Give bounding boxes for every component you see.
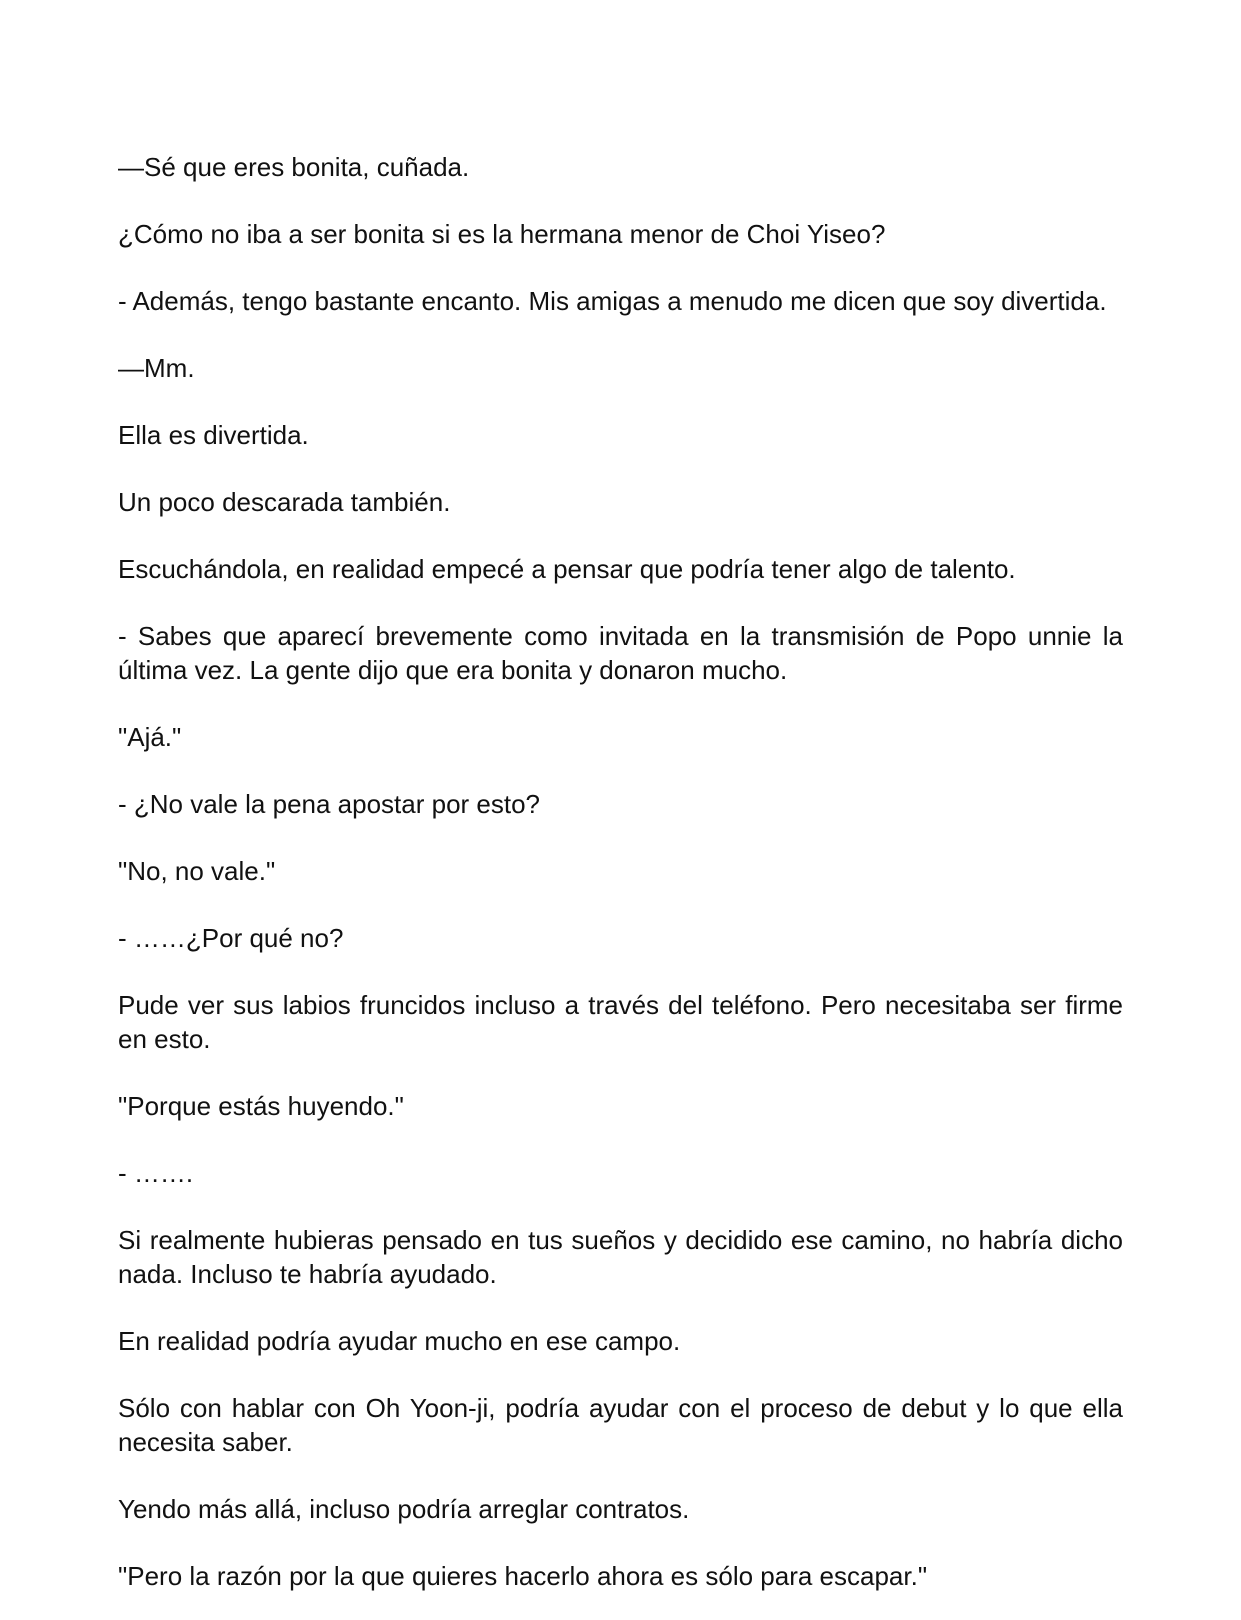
paragraph: "No, no vale." (118, 856, 276, 886)
paragraph: "Porque estás huyendo." (118, 1091, 404, 1121)
paragraph: —Mm. (118, 353, 195, 383)
paragraph: "Pero la razón por la que quieres hacerlo ahora es sólo para escapar." (118, 1561, 928, 1591)
paragraph: Si realmente hubieras pensado en tus sueños y decidido ese camino, no habría dicho nada. Incluso te habría ayudado. (118, 1225, 1123, 1289)
paragraph: - Sabes que aparecí brevemente como invitada en la transmisión de Popo unnie la última vez. La gente dijo que era bonita y donaron mucho. (118, 621, 1123, 685)
paragraph: - ……¿Por qué no? (118, 923, 344, 953)
paragraph: Ella es divertida. (118, 420, 309, 450)
paragraph: —Sé que eres bonita, cuñada. (118, 152, 470, 182)
paragraph: - ……. (118, 1158, 194, 1188)
paragraph: ¿Cómo no iba a ser bonita si es la hermana menor de Choi Yiseo? (118, 219, 886, 249)
paragraph: Un poco descarada también. (118, 487, 451, 517)
document-body (118, 150, 1123, 1620)
paragraph: Yendo más allá, incluso podría arreglar contratos. (118, 1494, 690, 1524)
paragraph: - Además, tengo bastante encanto. Mis amigas a menudo me dicen que soy divertida. (118, 286, 1107, 316)
paragraph: Pude ver sus labios fruncidos incluso a través del teléfono. Pero necesitaba ser firme en esto. (118, 990, 1123, 1054)
paragraph: Escuchándola, en realidad empecé a pensar que podría tener algo de talento. (118, 554, 1016, 584)
paragraph: "Ajá." (118, 722, 182, 752)
paragraph: - ¿No vale la pena apostar por esto? (118, 789, 541, 819)
paragraph: Sólo con hablar con Oh Yoon-ji, podría ayudar con el proceso de debut y lo que ella necesita saber. (118, 1393, 1123, 1457)
paragraph: En realidad podría ayudar mucho en ese campo. (118, 1326, 681, 1356)
